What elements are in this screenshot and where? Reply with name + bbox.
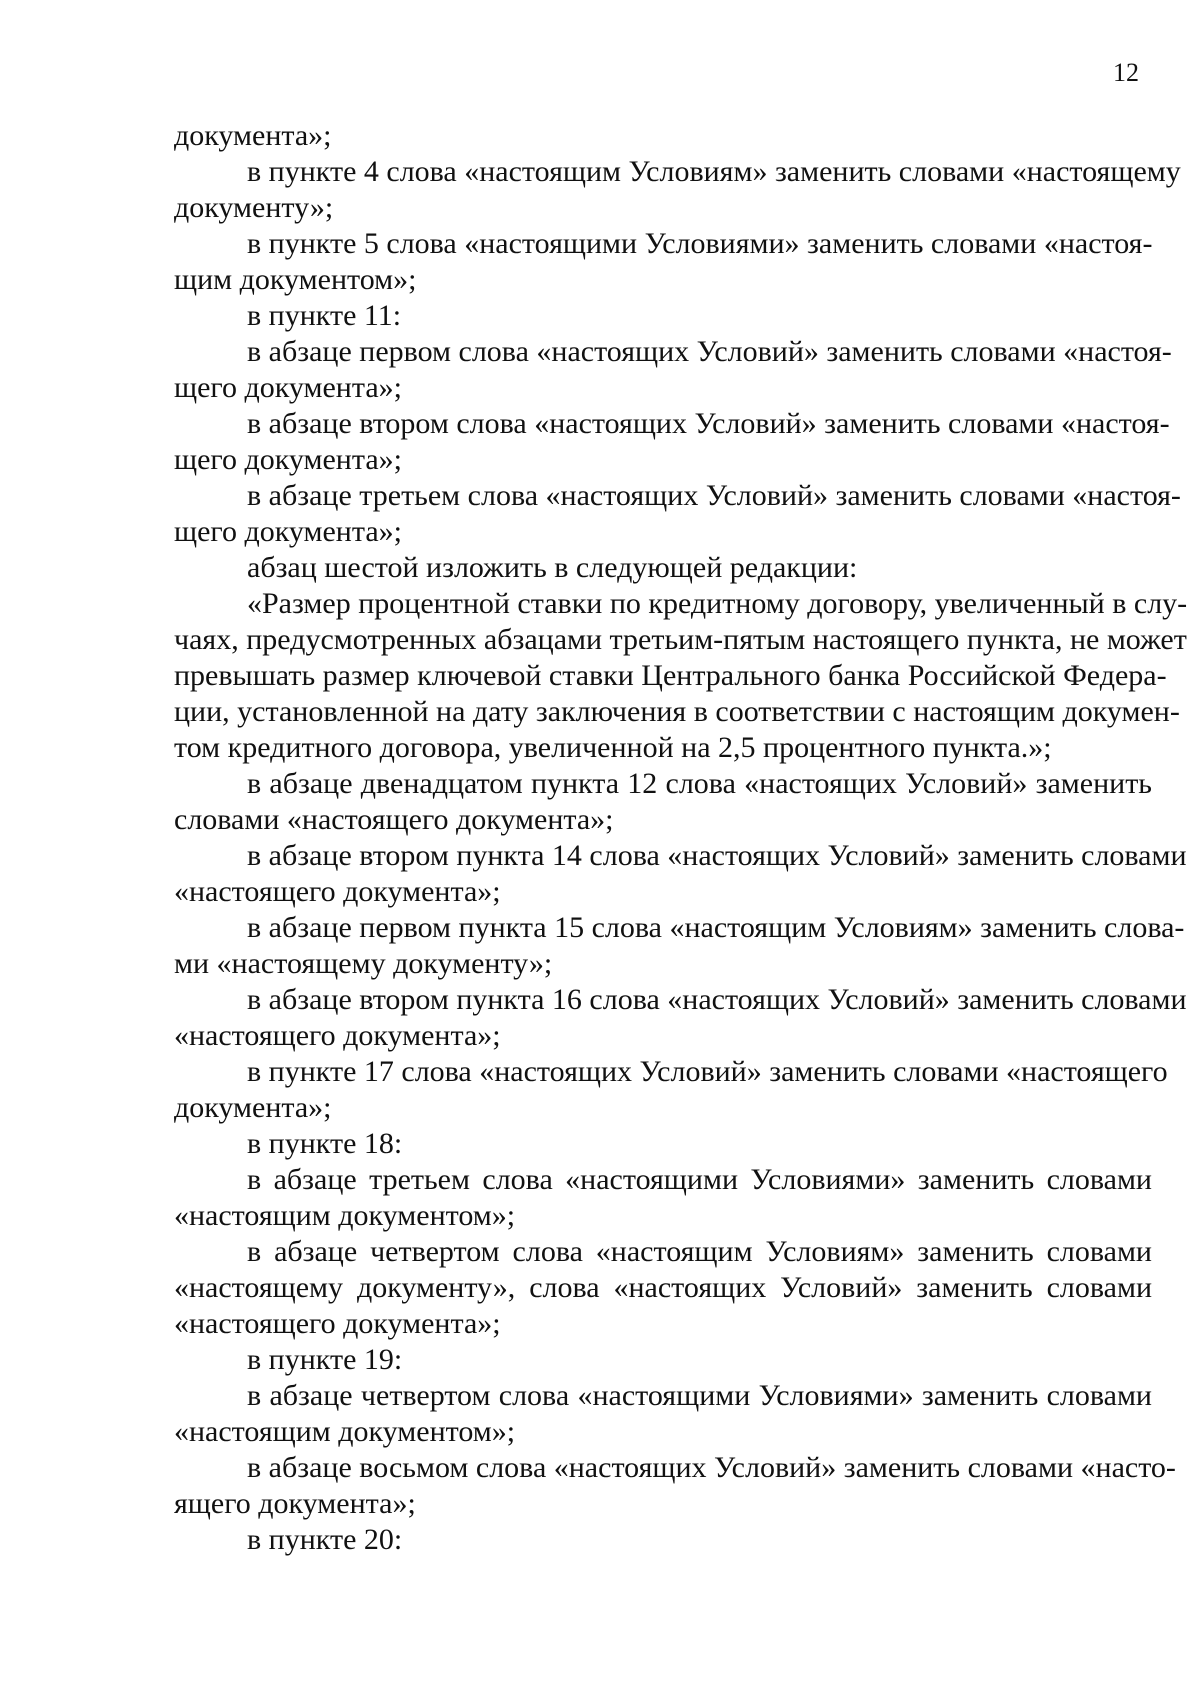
text-line: ящего документа»; (174, 1487, 416, 1520)
text-line: в пункте 11: (247, 299, 402, 332)
text-line: в абзаце четвертом слова «настоящим Условиям» заменить словами (247, 1235, 1152, 1268)
text-line: словами «настоящего документа»; (174, 803, 614, 836)
text-line: в абзаце третьем слова «настоящими Условиями» заменить словами (247, 1163, 1152, 1196)
text-line: «настоящего документа»; (174, 1019, 501, 1052)
text-line: в абзаце втором пункта 14 слова «настоящих Условий» заменить словами (247, 839, 1187, 872)
text-line: чаях, предусмотренных абзацами третьим-пятым настоящего пункта, не может (174, 623, 1187, 656)
text-line: «настоящего документа»; (174, 1307, 501, 1340)
document-body (174, 118, 1188, 1558)
text-line: «настоящим документом»; (174, 1415, 516, 1448)
text-line: в абзаце первом пункта 15 слова «настоящим Условиям» заменить слова- (247, 911, 1185, 944)
text-line: «Размер процентной ставки по кредитному договору, увеличенный в слу- (247, 587, 1188, 620)
text-line: щего документа»; (174, 515, 402, 548)
text-line: в абзаце третьем слова «настоящих Условий» заменить словами «настоя- (247, 479, 1181, 512)
text-line: в абзаце четвертом слова «настоящими Условиями» заменить словами (247, 1379, 1152, 1412)
text-line: том кредитного договора, увеличенной на 2,5 процентного пункта.»; (174, 731, 1052, 764)
text-line: ми «настоящему документу»; (174, 947, 553, 980)
text-line: в пункте 19: (247, 1343, 403, 1376)
text-line: «настоящего документа»; (174, 875, 501, 908)
text-line: в абзаце втором пункта 16 слова «настоящих Условий» заменить словами (247, 983, 1187, 1016)
text-line: превышать размер ключевой ставки Центрального банка Российской Федера- (174, 659, 1167, 692)
text-line: документа»; (174, 1091, 332, 1124)
text-line: щим документом»; (174, 263, 417, 296)
text-line: щего документа»; (174, 371, 402, 404)
text-line: в пункте 4 слова «настоящим Условиям» заменить словами «настоящему (247, 155, 1181, 188)
text-line: «настоящим документом»; (174, 1199, 516, 1232)
text-line: ции, установленной на дату заключения в соответствии с настоящим докумен- (174, 695, 1180, 728)
text-line: документу»; (174, 191, 334, 224)
text-line: в пункте 20: (247, 1523, 403, 1556)
page-number: 12 (1113, 58, 1139, 87)
text-line: в абзаце первом слова «настоящих Условий» заменить словами «настоя- (247, 335, 1172, 368)
text-line: щего документа»; (174, 443, 402, 476)
text-line: в пункте 17 слова «настоящих Условий» заменить словами «настоящего (247, 1055, 1168, 1088)
text-line: в пункте 5 слова «настоящими Условиями» заменить словами «настоя- (247, 227, 1153, 260)
text-line: в пункте 18: (247, 1127, 403, 1160)
text-line: документа»; (174, 119, 332, 152)
text-line: в абзаце втором слова «настоящих Условий» заменить словами «настоя- (247, 407, 1170, 440)
text-line: в абзаце восьмом слова «настоящих Условий» заменить словами «насто- (247, 1451, 1176, 1484)
text-line: в абзаце двенадцатом пункта 12 слова «настоящих Условий» заменить (247, 767, 1152, 800)
text-line: «настоящему документу», слова «настоящих Условий» заменить словами (174, 1271, 1152, 1304)
text-line: абзац шестой изложить в следующей редакции: (247, 551, 858, 584)
